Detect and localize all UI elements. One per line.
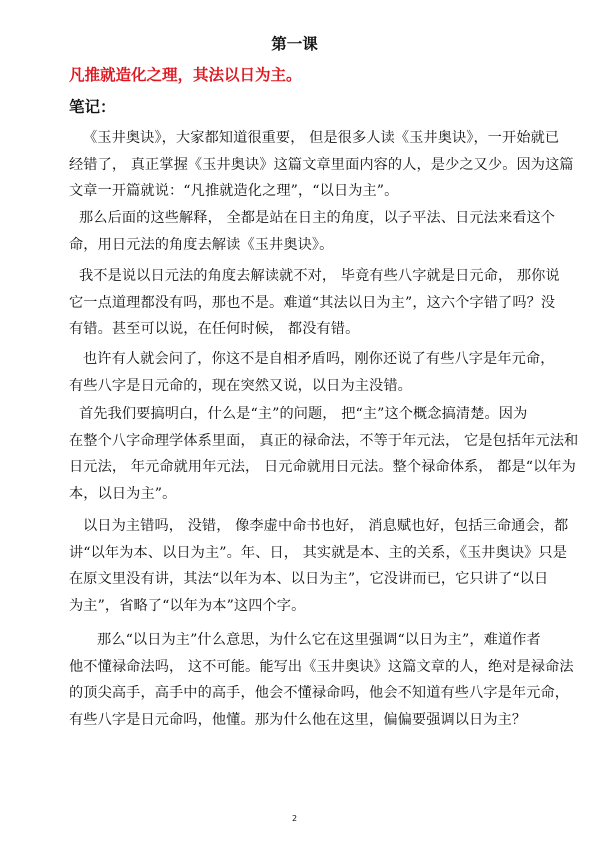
paragraph-line: 有些八字是日元命的，现在突然又说，以日为主没错。 [69,377,412,394]
paragraph-line: 经错了， 真正掌握《玉井奥诀》这篇文章里面内容的人，是少之又少。因为这篇 [69,156,574,173]
paragraph-line: 的顶尖高手，高手中的高手，他会不懂禄命吗，他会不知道有些八字是年元命， [69,685,570,701]
paragraph-1 [69,125,574,205]
paragraph-5 [69,401,579,507]
paragraph-line: 在原文里没有讲，其法“以年为本、以日为主”，它没讲而已，它只讲了“以日 [69,571,549,587]
paragraph-line: 命，用日元法的角度去解读《玉井奥诀》。 [69,236,334,253]
paragraph-line: 他不懂禄命法吗， 这不可能。能写出《玉井奥诀》这篇文章的人，绝对是禄命法 [69,658,574,675]
paragraph-line: 首先我们要搞明白，什么是“主”的问题， 把“主”这个概念搞清楚。因为 [79,406,528,422]
lesson-subtitle: 凡推就造化之理，其法以日为主。 [69,66,302,84]
paragraph-line: 也许有人就会问了，你这不是自相矛盾吗，刚你还说了有些八字是年元命， [83,351,555,367]
paragraph-line: 在整个八字命理学体系里面， 真正的禄命法，不等于年元法， 它是包括年元法和 [69,432,579,449]
paragraph-line: 日元法， 年元命就用年元法， 日元命就用日元法。整个禄命体系， 都是“以年为 [69,459,576,475]
paragraph-line: 我不是说以日元法的角度去解读就不对， 毕竟有些八字就是日元命， 那你说 [79,268,560,284]
paragraph-6 [69,513,569,619]
paragraph-line: 那么“以日为主”什么意思，为什么它在这里强调“以日为主”，难道作者 [97,632,541,648]
paragraph-line: 那么后面的这些解释， 全都是站在日主的角度，以子平法、日元法来看这个 [79,210,556,226]
paragraph-line: 有些八字是日元命吗，他懂。那为什么他在这里，偏偏要强调以日为主？ [69,711,527,728]
lesson-title: 第一课 [271,35,318,53]
paragraph-line: 本，以日为主”。 [69,485,177,502]
page-number: 2 [291,814,298,823]
paragraph-line: 为主”，省略了“以年为本”这四个字。 [69,597,306,614]
paragraph-3 [69,263,560,343]
paragraph-2 [69,205,556,258]
paragraph-line: 讲“以年为本、以日为主”。年、日， 其实就是本、主的关系，《玉井奥诀》只是 [69,544,567,561]
paragraph-line: 文章一开篇就说：“凡推就造化之理”，“以日为主”。 [69,183,399,199]
paragraph-7 [69,627,574,733]
paragraph-line: 有错。甚至可以说，在任何时候， 都没有错。 [69,321,360,337]
paragraph-4 [69,346,555,399]
paragraph-line: 以日为主错吗， 没错， 像李虚中命书也好， 消息赋也好，包括三命通会，都 [83,518,569,534]
paragraph-line: 它一点道理都没有吗，那也不是。难道“其法以日为主”，这六个字错了吗？没 [69,294,556,311]
paragraph-line: 《玉井奥诀》，大家都知道很重要， 但是很多人读《玉井奥诀》，一开始就已 [83,130,560,146]
notes-label: 笔记： [69,98,116,116]
